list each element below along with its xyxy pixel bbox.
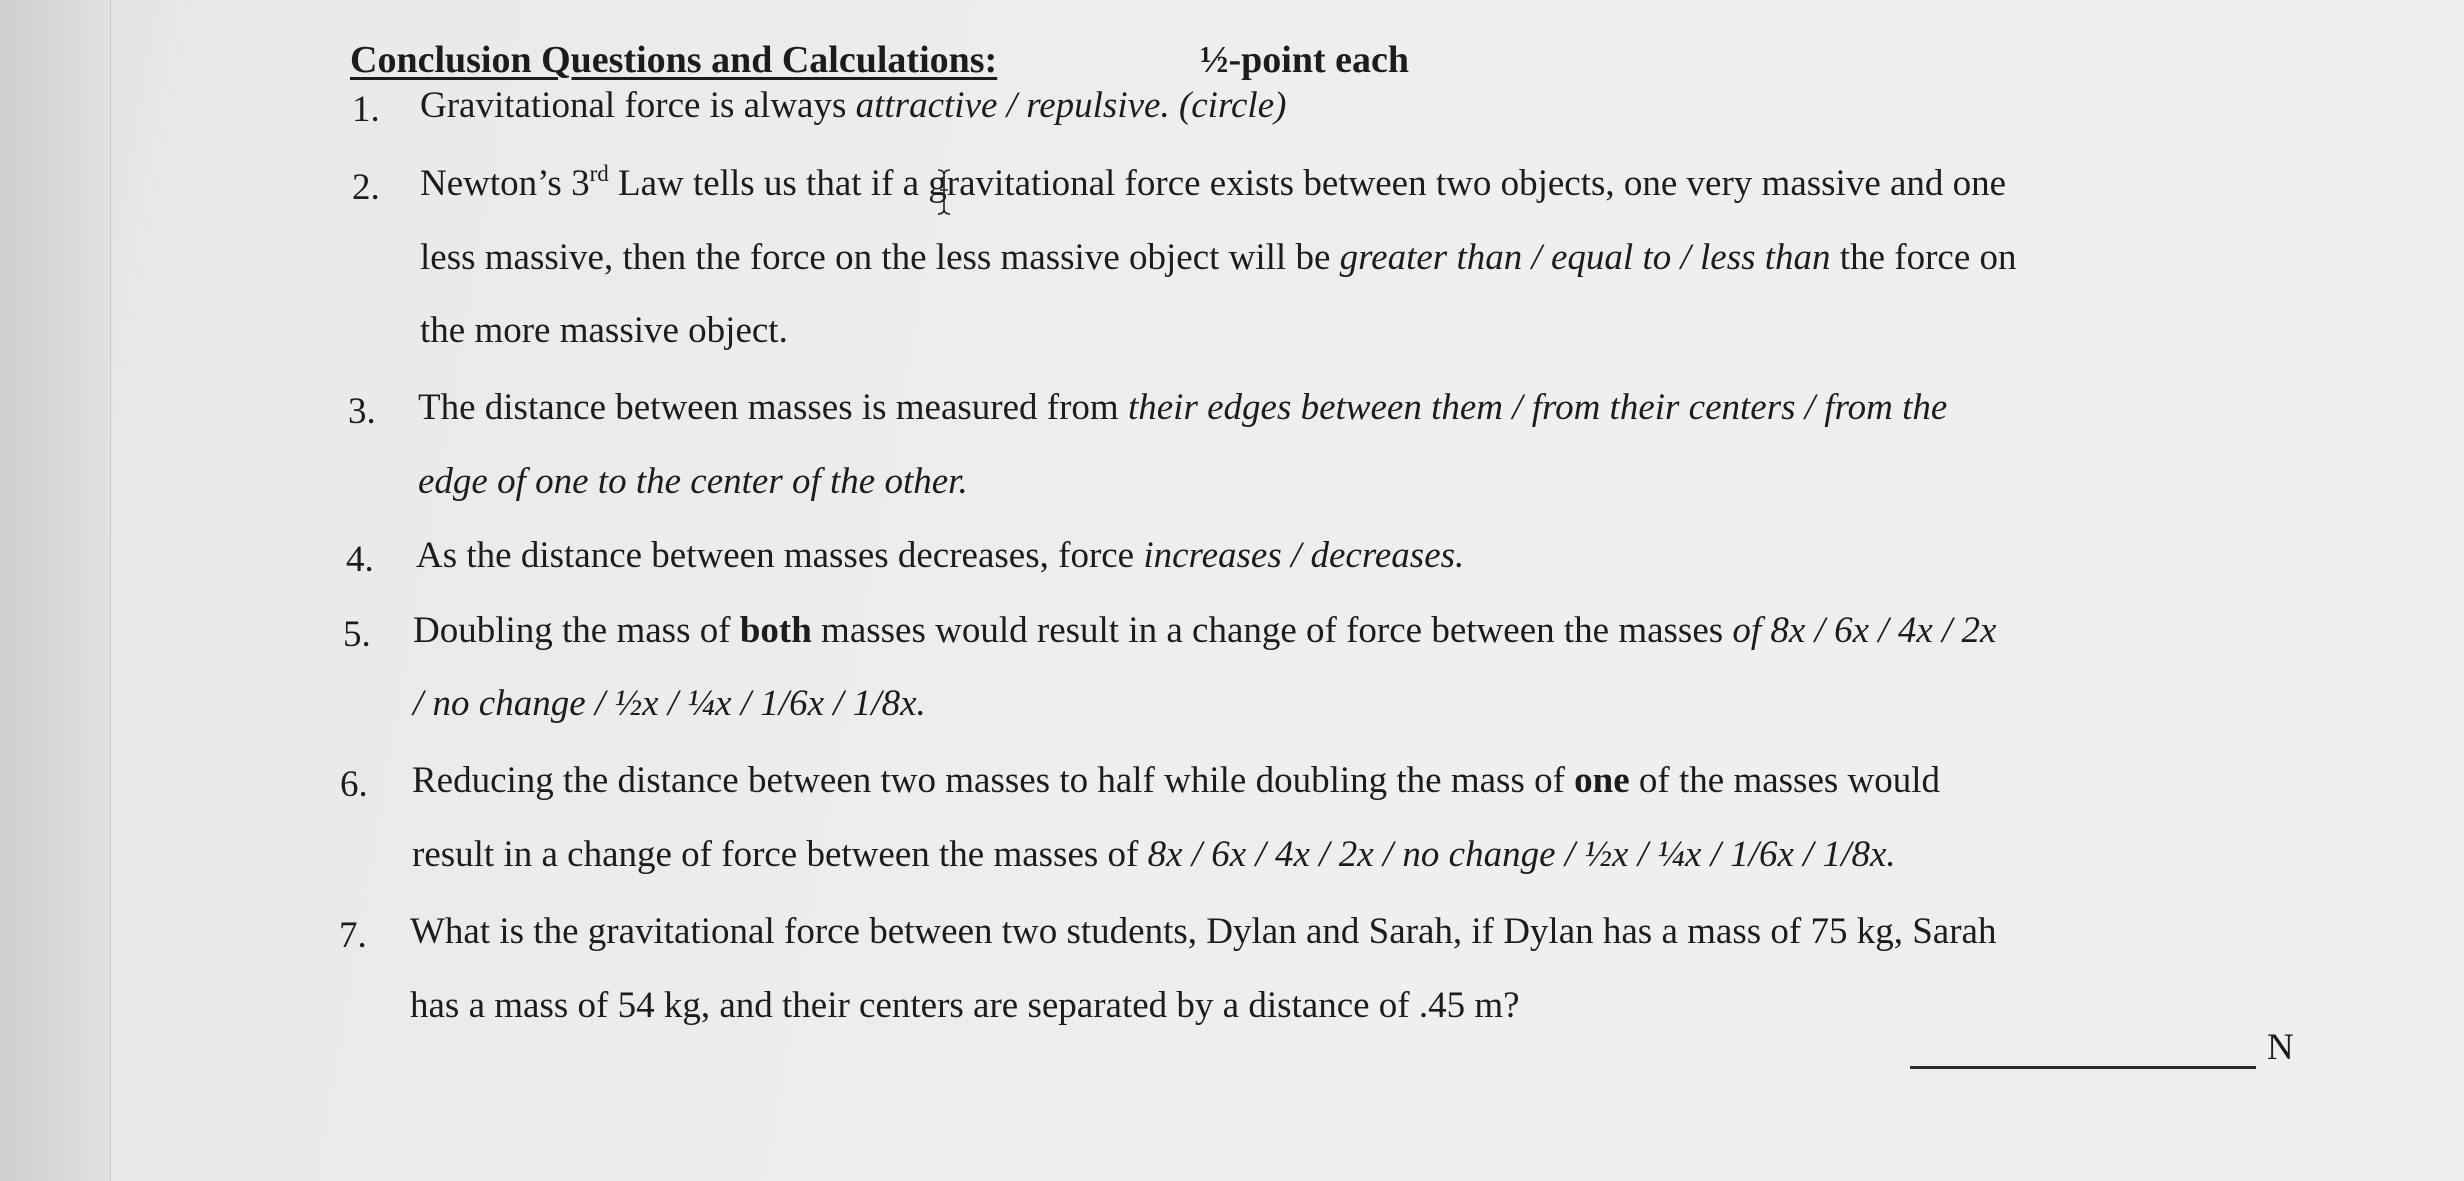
question-text: the force on [1830,237,2017,278]
question-text: attractive / repulsive. (circle) [855,85,1287,126]
question-text: one [1574,760,1630,801]
question-line [420,236,2017,280]
question-number: 3. [348,391,376,432]
question-line [420,162,2006,206]
question-text: Gravitational force is always [420,85,856,126]
question-text: of 8x / 6x / 4x / 2x [1732,610,1997,651]
question-text: masses would result in a change of force between the masses [811,610,1733,651]
question-line [413,609,1996,653]
question-text: both [739,610,812,651]
question-text: / no change / ½x / ¼x / 1/6x / 1/8x. [413,683,926,724]
question-text: less massive, then the force on the less massive object will be [420,237,1340,278]
question-text: What is the gravitational force between two students, Dylan and Sarah, if Dylan has a mass of 75 kg, Sarah [410,911,1997,952]
question-line [418,460,968,504]
question-text: result in a change of force between the masses of [412,834,1148,875]
question-text: Law tells us that if a gravitational force exists between two objects, one very massive and one [608,163,2007,204]
heading-points: ½-point each [1200,39,1409,81]
question-text: Doubling the mass of [413,610,740,651]
question-text: has a mass of 54 kg, and their centers are separated by a distance of .45 m? [410,985,1520,1026]
question-line [412,833,1896,877]
question-line [416,534,1464,578]
question-text: increases / decreases. [1143,535,1465,576]
question-text: rd [589,161,609,186]
question-text: their edges between them / from their centers / from the [1127,387,1948,428]
text-cursor-icon [936,168,952,216]
question-number: 6. [340,764,368,805]
question-number: 7. [339,915,367,956]
question-line [410,910,1996,954]
question-line [420,84,1286,128]
question-text: 8x / 6x / 4x / 2x / no change / ½x / ¼x / 1/6x / 1/8x. [1147,834,1896,875]
answer-unit: N [2267,1027,2294,1068]
question-text: As the distance between masses decreases, force [416,535,1144,576]
question-text: Newton’s 3 [420,163,590,204]
answer-blank-line[interactable] [1910,1066,2256,1069]
question-text: edge of one to the center of the other. [418,461,968,502]
question-number: 2. [352,167,380,208]
question-line [413,682,926,726]
question-text: greater than / equal to / less than [1339,237,1831,278]
question-line [418,386,1947,430]
question-line [420,309,788,353]
heading-title: Conclusion Questions and Calculations: [350,39,998,81]
question-number: 1. [352,89,380,130]
question-number: 4. [346,539,374,580]
question-number: 5. [343,614,371,655]
question-text: of the masses would [1629,760,1941,801]
question-text: The distance between masses is measured from [418,387,1128,428]
question-line [410,984,1520,1028]
question-line [412,759,1940,803]
question-text: Reducing the distance between two masses to half while doubling the mass of [412,760,1575,801]
question-text: the more massive object. [420,310,788,351]
